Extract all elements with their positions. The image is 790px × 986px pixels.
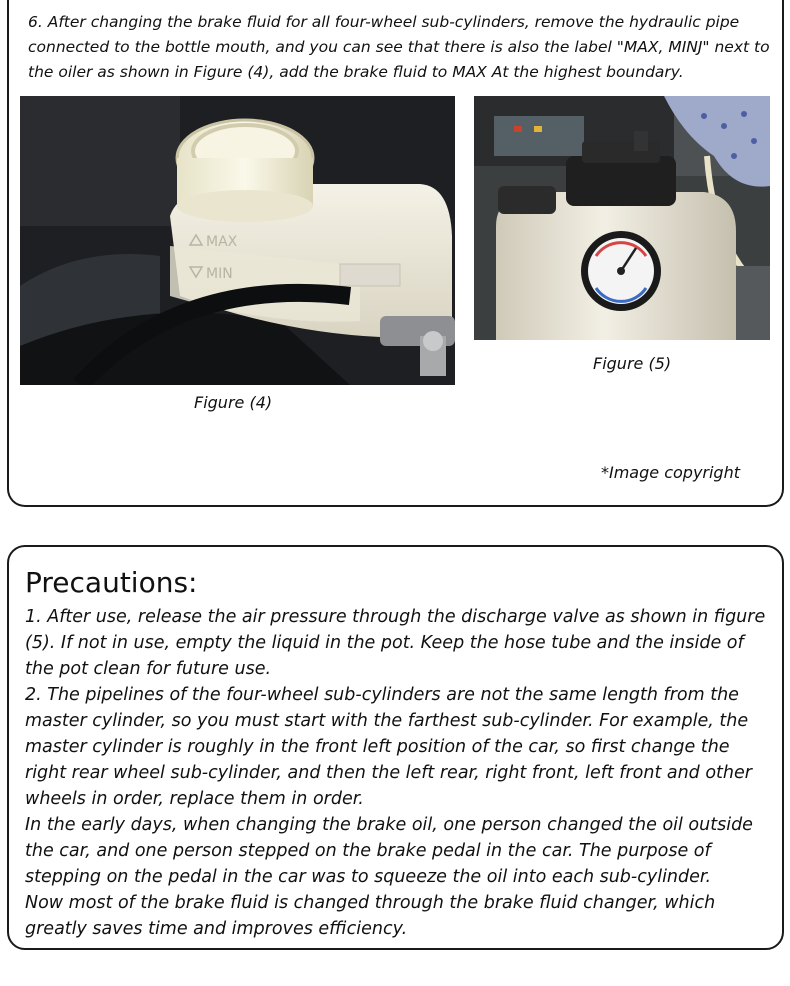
precautions-body [25,604,775,942]
brake-fluid-changer-illustration [474,96,770,340]
image-copyright-note: *Image copyright [601,463,740,482]
precaution-paragraph-2: 2. The pipelines of the four-wheel sub-cylinders are not the same length from the master cylinder, so you must start with the farthest sub-cylinder. For example, the master cylinder is roughly in the front left position of the car, so first change the right rear wheel sub-cylinder, and then the left rear, right front, left front and other wheels in order, replace them in order. [25,685,752,809]
precaution-paragraph-1: 1. After use, release the air pressure through the discharge valve as shown in figure (5). If not in use, empty the liquid in the pot. Keep the hose tube and the inside of the pot clean for future use. [25,607,766,679]
min-mark-label: MIN [206,266,233,282]
precaution-paragraph-3: In the early days, when changing the brake oil, one person changed the oil outside the car, and one person stepped on the brake pedal in the car. The purpose of stepping on the pedal in the car was to squeeze the oil into each sub-cylinder. [25,815,753,887]
figure-5-photo [474,96,770,340]
step-6-instruction: 6. After changing the brake fluid for all four-wheel sub-cylinders, remove the hydraulic pipe connected to the bottle mouth, and you can see that there is also the label "MAX, MINJ" next to the oiler as shown in Figure (4), add the brake fluid to MAX At the highest boundary. [28,13,770,81]
figure-4-caption: Figure (4) [194,393,273,412]
figure-5-caption: Figure (5) [593,354,672,373]
precautions-title: Precautions: [25,566,198,599]
max-mark-label: MAX [206,234,238,250]
brake-reservoir-illustration [20,96,455,385]
precaution-paragraph-4: Now most of the brake fluid is changed through the brake fluid changer, which greatly saves time and improves efficiency. [25,893,716,939]
figure-4-photo [20,96,455,385]
